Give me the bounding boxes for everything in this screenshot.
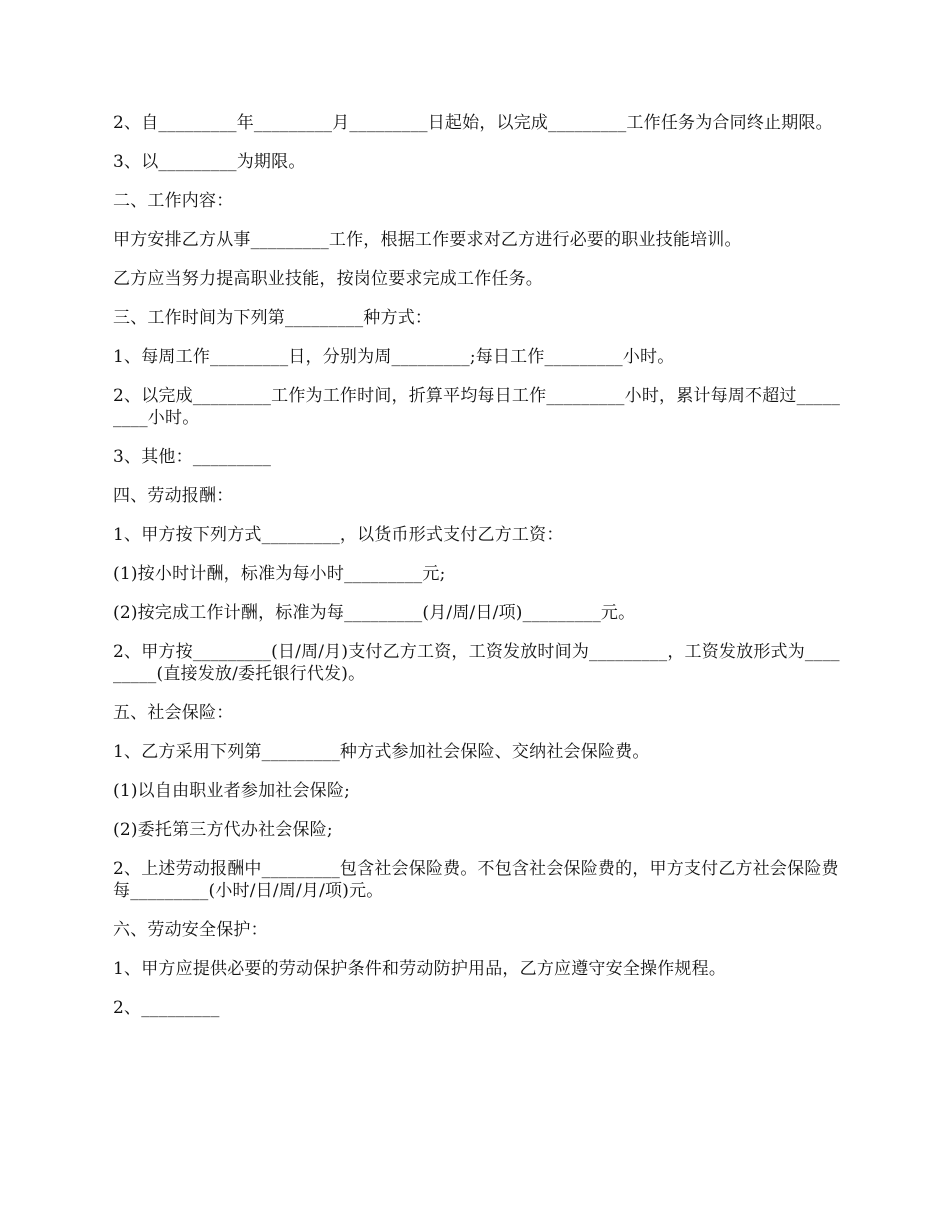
clause-piece-pay: (2)按完成工作计酬，标准为每_________(月/周/日/项)_________元。: [113, 603, 636, 623]
section-heading-remuneration: 四、劳动报酬：: [113, 486, 234, 506]
clause-safety-conditions: 1、甲方应提供必要的劳动保护条件和劳动防护用品，乙方应遵守安全操作规程。: [113, 959, 727, 979]
clause-other-time: 3、其他：_________: [113, 447, 272, 467]
clause-term-other: 3、以_________为期限。: [113, 152, 306, 172]
clause-payment-method: 1、甲方按下列方式_________，以货币形式支付乙方工资：: [113, 525, 564, 545]
clause-insurance-method: 1、乙方采用下列第_________种方式参加社会保险、交纳社会保险费。: [113, 742, 650, 762]
clause-insurance-third-party: (2)委托第三方代办社会保险;: [113, 820, 333, 840]
clause-work-assignment: 甲方安排乙方从事_________工作，根据工作要求对乙方进行必要的职业技能培训。: [113, 230, 742, 250]
clause-skill-improvement: 乙方应当努力提高职业技能，按岗位要求完成工作任务。: [113, 269, 543, 289]
section-heading-work-content: 二、工作内容：: [113, 191, 234, 211]
section-heading-work-time: 三、工作时间为下列第_________种方式：: [113, 308, 433, 328]
section-heading-social-insurance: 五、社会保险：: [113, 703, 234, 723]
clause-weekly-schedule: 1、每周工作_________日，分别为周_________;每日工作_________小时。: [113, 347, 675, 367]
section-heading-safety: 六、劳动安全保护：: [113, 920, 268, 940]
clause-task-based-time: 2、以完成_________工作为工作时间，折算平均每日工作_________小时，累计每周不超过_________小时。: [113, 386, 841, 428]
clause-hourly-pay: (1)按小时计酬，标准为每小时_________元;: [113, 564, 446, 584]
document-page: [113, 112, 841, 1036]
clause-term-end-date: 2、自_________年_________月_________日起始，以完成_________工作任务为合同终止期限。: [113, 113, 833, 133]
clause-pay-schedule: 2、甲方按_________(日/周/月)支付乙方工资，工资发放时间为_________，工资发放形式为_________(直接发放/委托银行代发)。: [113, 642, 840, 684]
clause-safety-other: 2、_________: [113, 998, 220, 1018]
clause-insurance-freelancer: (1)以自由职业者参加社会保险;: [113, 781, 351, 801]
clause-insurance-fee: 2、上述劳动报酬中_________包含社会保险费。不包含社会保险费的，甲方支付乙方社会保险费每_________(小时/日/周/月/项)元。: [113, 859, 839, 901]
